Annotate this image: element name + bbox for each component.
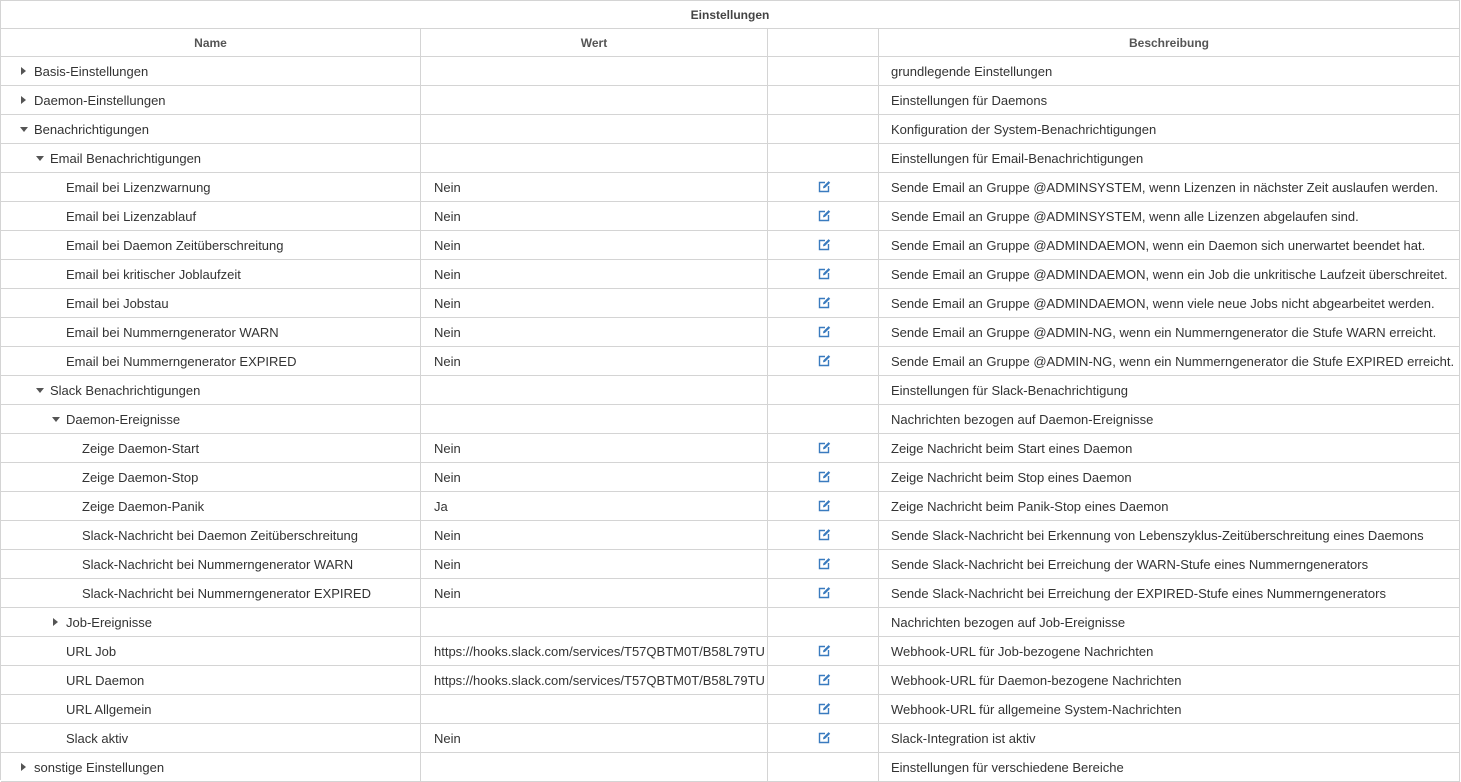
- value-cell: [421, 115, 768, 143]
- table-row[interactable]: [1, 289, 1460, 318]
- setting-name: URL Job: [66, 643, 117, 659]
- table-row[interactable]: [1, 57, 1460, 86]
- column-header-action: [768, 29, 879, 56]
- caret-down-icon[interactable]: [32, 382, 48, 398]
- setting-name: URL Allgemein: [66, 701, 152, 717]
- description-cell: Zeige Nachricht beim Start eines Daemon: [879, 434, 1460, 462]
- action-cell: [768, 57, 879, 85]
- setting-name: Benachrichtigungen: [34, 121, 149, 137]
- name-cell: [1, 753, 421, 781]
- table-row[interactable]: [1, 434, 1460, 463]
- table-row[interactable]: [1, 608, 1460, 637]
- value-cell: Nein: [421, 579, 768, 607]
- name-wrap: [1, 376, 200, 404]
- grid-body: [1, 57, 1460, 782]
- edit-icon[interactable]: [817, 528, 831, 542]
- value-cell: Nein: [421, 260, 768, 288]
- description-cell: Webhook-URL für allgemeine System-Nachrichten: [879, 695, 1460, 723]
- table-row[interactable]: [1, 666, 1460, 695]
- action-cell: [768, 376, 879, 404]
- table-row[interactable]: [1, 202, 1460, 231]
- description-cell: Einstellungen für Slack-Benachrichtigung: [879, 376, 1460, 404]
- setting-name: Zeige Daemon-Stop: [82, 469, 199, 485]
- description-cell: Sende Email an Gruppe @ADMINSYSTEM, wenn Lizenzen in nächster Zeit auslaufen werden.: [879, 173, 1460, 201]
- spacer: [64, 556, 80, 572]
- name-wrap: [1, 724, 128, 752]
- name-wrap: [1, 579, 371, 607]
- name-cell: [1, 637, 421, 665]
- setting-name: Slack-Nachricht bei Nummerngenerator EXPIRED: [82, 585, 371, 601]
- description-cell: Konfiguration der System-Benachrichtigungen: [879, 115, 1460, 143]
- value-cell: Nein: [421, 173, 768, 201]
- setting-name: Zeige Daemon-Start: [82, 440, 200, 456]
- column-header-row: [1, 29, 1460, 57]
- name-wrap: [1, 608, 152, 636]
- table-row[interactable]: [1, 463, 1460, 492]
- action-cell: [768, 173, 879, 201]
- name-cell: [1, 376, 421, 404]
- action-cell: [768, 405, 879, 433]
- value-cell: [421, 144, 768, 172]
- description-cell: Sende Slack-Nachricht bei Erreichung der WARN-Stufe eines Nummerngenerators: [879, 550, 1460, 578]
- description-cell: Einstellungen für Email-Benachrichtigungen: [879, 144, 1460, 172]
- spacer: [48, 179, 64, 195]
- action-cell: [768, 724, 879, 752]
- action-cell: [768, 695, 879, 723]
- name-cell: [1, 434, 421, 462]
- name-cell: [1, 724, 421, 752]
- setting-name: Email bei Nummerngenerator WARN: [66, 324, 279, 340]
- setting-name: Job-Ereignisse: [66, 614, 152, 630]
- name-wrap: [1, 260, 241, 288]
- description-cell: Sende Email an Gruppe @ADMINDAEMON, wenn viele neue Jobs nicht abgearbeitet werden.: [879, 289, 1460, 317]
- name-wrap: [1, 86, 166, 114]
- value-cell: https://hooks.slack.com/services/T57QBTM0T/B58L79TU: [421, 666, 768, 694]
- table-row[interactable]: [1, 579, 1460, 608]
- table-row[interactable]: [1, 86, 1460, 115]
- description-cell: grundlegende Einstellungen: [879, 57, 1460, 85]
- setting-name: Email bei Daemon Zeitüberschreitung: [66, 237, 284, 253]
- name-wrap: [1, 492, 204, 520]
- value-cell: Nein: [421, 231, 768, 259]
- edit-icon[interactable]: [817, 354, 831, 368]
- name-cell: [1, 144, 421, 172]
- table-row[interactable]: [1, 347, 1460, 376]
- value-cell: [421, 608, 768, 636]
- value-cell: Nein: [421, 347, 768, 375]
- table-row[interactable]: [1, 724, 1460, 753]
- name-wrap: [1, 347, 296, 375]
- setting-name: Daemon-Einstellungen: [34, 92, 166, 108]
- spacer: [48, 672, 64, 688]
- description-cell: Slack-Integration ist aktiv: [879, 724, 1460, 752]
- description-cell: Zeige Nachricht beim Stop eines Daemon: [879, 463, 1460, 491]
- column-header-description[interactable]: Beschreibung: [879, 29, 1460, 56]
- description-cell: Sende Slack-Nachricht bei Erreichung der EXPIRED-Stufe eines Nummerngenerators: [879, 579, 1460, 607]
- table-row[interactable]: [1, 637, 1460, 666]
- setting-name: Email bei Lizenzwarnung: [66, 179, 211, 195]
- table-row[interactable]: [1, 260, 1460, 289]
- edit-icon[interactable]: [817, 180, 831, 194]
- edit-icon[interactable]: [817, 702, 831, 716]
- name-cell: [1, 202, 421, 230]
- name-cell: [1, 608, 421, 636]
- name-cell: [1, 231, 421, 259]
- description-cell: Nachrichten bezogen auf Daemon-Ereignisse: [879, 405, 1460, 433]
- table-row[interactable]: [1, 376, 1460, 405]
- table-row[interactable]: [1, 492, 1460, 521]
- caret-right-icon[interactable]: [16, 92, 32, 108]
- edit-icon[interactable]: [817, 470, 831, 484]
- value-cell: Nein: [421, 724, 768, 752]
- spacer: [64, 585, 80, 601]
- name-wrap: [1, 318, 279, 346]
- setting-name: sonstige Einstellungen: [34, 759, 165, 775]
- description-cell: Zeige Nachricht beim Panik-Stop eines Daemon: [879, 492, 1460, 520]
- table-row[interactable]: [1, 115, 1460, 144]
- spacer: [64, 440, 80, 456]
- name-wrap: [1, 550, 353, 578]
- action-cell: [768, 260, 879, 288]
- caret-down-icon[interactable]: [16, 121, 32, 137]
- value-cell: [421, 57, 768, 85]
- value-cell: [421, 695, 768, 723]
- name-cell: [1, 463, 421, 491]
- name-cell: [1, 521, 421, 549]
- name-cell: [1, 86, 421, 114]
- spacer: [48, 701, 64, 717]
- table-row[interactable]: [1, 231, 1460, 260]
- edit-icon[interactable]: [817, 557, 831, 571]
- name-cell: [1, 57, 421, 85]
- value-cell: [421, 405, 768, 433]
- caret-down-icon[interactable]: [48, 411, 64, 427]
- action-cell: [768, 86, 879, 114]
- setting-name: Email bei Nummerngenerator EXPIRED: [66, 353, 297, 369]
- action-cell: [768, 753, 879, 781]
- name-wrap: [1, 463, 198, 491]
- setting-name: Email Benachrichtigungen: [50, 150, 202, 166]
- name-wrap: [1, 521, 358, 549]
- name-wrap: [1, 115, 149, 143]
- name-cell: [1, 260, 421, 288]
- value-cell: Ja: [421, 492, 768, 520]
- name-wrap: [1, 57, 148, 85]
- spacer: [48, 353, 64, 369]
- action-cell: [768, 521, 879, 549]
- name-wrap: [1, 405, 180, 433]
- name-wrap: [1, 753, 164, 781]
- name-wrap: [1, 289, 169, 317]
- setting-name: Slack aktiv: [66, 730, 129, 746]
- setting-name: Slack-Nachricht bei Daemon Zeitüberschreitung: [82, 527, 359, 543]
- table-row[interactable]: [1, 550, 1460, 579]
- description-cell: Einstellungen für Daemons: [879, 86, 1460, 114]
- table-row[interactable]: [1, 144, 1460, 173]
- name-wrap: [1, 173, 211, 201]
- column-header-name[interactable]: Name: [1, 29, 421, 56]
- value-cell: [421, 86, 768, 114]
- description-cell: Webhook-URL für Daemon-bezogene Nachrichten: [879, 666, 1460, 694]
- description-cell: Webhook-URL für Job-bezogene Nachrichten: [879, 637, 1460, 665]
- setting-name: Email bei Lizenzablauf: [66, 208, 197, 224]
- action-cell: [768, 637, 879, 665]
- caret-right-icon[interactable]: [16, 63, 32, 79]
- setting-name: Email bei kritischer Joblaufzeit: [66, 266, 241, 282]
- spacer: [64, 498, 80, 514]
- value-cell: Nein: [421, 463, 768, 491]
- name-wrap: [1, 231, 284, 259]
- name-cell: [1, 695, 421, 723]
- edit-icon[interactable]: [817, 673, 831, 687]
- grid-title: Einstellungen: [1, 1, 1460, 29]
- name-wrap: [1, 144, 201, 172]
- value-cell: Nein: [421, 318, 768, 346]
- name-wrap: [1, 434, 199, 462]
- value-cell: Nein: [421, 521, 768, 549]
- name-wrap: [1, 202, 196, 230]
- description-cell: Sende Email an Gruppe @ADMIN-NG, wenn ein Nummerngenerator die Stufe WARN erreicht.: [879, 318, 1460, 346]
- edit-icon[interactable]: [817, 209, 831, 223]
- spacer: [48, 643, 64, 659]
- edit-icon[interactable]: [817, 238, 831, 252]
- setting-name: Zeige Daemon-Panik: [82, 498, 205, 514]
- action-cell: [768, 666, 879, 694]
- spacer: [48, 730, 64, 746]
- name-cell: [1, 550, 421, 578]
- value-cell: https://hooks.slack.com/services/T57QBTM0T/B58L79TU: [421, 637, 768, 665]
- edit-icon[interactable]: [817, 296, 831, 310]
- action-cell: [768, 289, 879, 317]
- action-cell: [768, 434, 879, 462]
- action-cell: [768, 144, 879, 172]
- name-cell: [1, 289, 421, 317]
- setting-name: Basis-Einstellungen: [34, 63, 149, 79]
- value-cell: [421, 753, 768, 781]
- caret-down-icon[interactable]: [32, 150, 48, 166]
- edit-icon[interactable]: [817, 586, 831, 600]
- spacer: [48, 295, 64, 311]
- setting-name: Daemon-Ereignisse: [66, 411, 181, 427]
- spacer: [64, 527, 80, 543]
- action-cell: [768, 231, 879, 259]
- description-cell: Sende Email an Gruppe @ADMINSYSTEM, wenn alle Lizenzen abgelaufen sind.: [879, 202, 1460, 230]
- action-cell: [768, 492, 879, 520]
- description-cell: Sende Email an Gruppe @ADMIN-NG, wenn ein Nummerngenerator die Stufe EXPIRED erreicht.: [879, 347, 1460, 375]
- value-cell: Nein: [421, 289, 768, 317]
- spacer: [64, 469, 80, 485]
- edit-icon[interactable]: [817, 499, 831, 513]
- description-cell: Sende Slack-Nachricht bei Erkennung von Lebenszyklus-Zeitüberschreitung eines Daemons: [879, 521, 1460, 549]
- description-cell: Sende Email an Gruppe @ADMINDAEMON, wenn ein Job die unkritische Laufzeit überschreitet.: [879, 260, 1460, 288]
- name-wrap: [1, 695, 152, 723]
- action-cell: [768, 550, 879, 578]
- setting-name: URL Daemon: [66, 672, 145, 688]
- spacer: [48, 266, 64, 282]
- table-row[interactable]: [1, 695, 1460, 724]
- table-row[interactable]: [1, 753, 1460, 782]
- setting-name: Slack Benachrichtigungen: [50, 382, 201, 398]
- name-wrap: [1, 637, 116, 665]
- edit-icon[interactable]: [817, 731, 831, 745]
- table-row[interactable]: [1, 318, 1460, 347]
- name-cell: [1, 347, 421, 375]
- value-cell: Nein: [421, 202, 768, 230]
- column-header-value[interactable]: Wert: [421, 29, 768, 56]
- value-cell: [421, 376, 768, 404]
- action-cell: [768, 579, 879, 607]
- action-cell: [768, 115, 879, 143]
- action-cell: [768, 318, 879, 346]
- caret-right-icon[interactable]: [16, 759, 32, 775]
- name-cell: [1, 318, 421, 346]
- table-row[interactable]: [1, 521, 1460, 550]
- action-cell: [768, 463, 879, 491]
- name-cell: [1, 492, 421, 520]
- description-cell: Nachrichten bezogen auf Job-Ereignisse: [879, 608, 1460, 636]
- description-cell: Einstellungen für verschiedene Bereiche: [879, 753, 1460, 781]
- action-cell: [768, 347, 879, 375]
- table-row[interactable]: [1, 173, 1460, 202]
- value-cell: Nein: [421, 550, 768, 578]
- setting-name: Slack-Nachricht bei Nummerngenerator WARN: [82, 556, 354, 572]
- name-cell: [1, 115, 421, 143]
- name-wrap: [1, 666, 144, 694]
- edit-icon[interactable]: [817, 644, 831, 658]
- edit-icon[interactable]: [817, 267, 831, 281]
- name-cell: [1, 666, 421, 694]
- name-cell: [1, 579, 421, 607]
- spacer: [48, 237, 64, 253]
- spacer: [48, 208, 64, 224]
- caret-right-icon[interactable]: [48, 614, 64, 630]
- action-cell: [768, 202, 879, 230]
- edit-icon[interactable]: [817, 441, 831, 455]
- name-cell: [1, 405, 421, 433]
- setting-name: Email bei Jobstau: [66, 295, 169, 311]
- edit-icon[interactable]: [817, 325, 831, 339]
- table-row[interactable]: [1, 405, 1460, 434]
- value-cell: Nein: [421, 434, 768, 462]
- action-cell: [768, 608, 879, 636]
- description-cell: Sende Email an Gruppe @ADMINDAEMON, wenn ein Daemon sich unerwartet beendet hat.: [879, 231, 1460, 259]
- name-cell: [1, 173, 421, 201]
- spacer: [48, 324, 64, 340]
